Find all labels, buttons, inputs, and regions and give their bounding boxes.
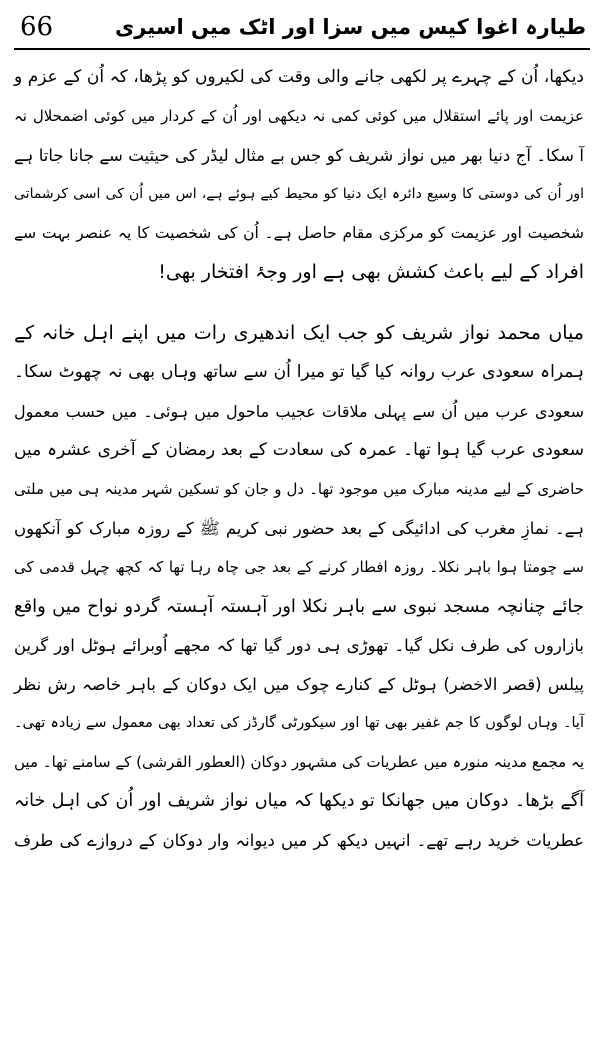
- text-line: آیا۔ وہاں لوگوں کا جم غفیر بھی تھا اور سیکورٹی گارڈز کی تعداد بھی معمول سے زیادہ تھی۔: [14, 715, 584, 731]
- text-line: اور اُن کی دوستی کا وسیع دائرہ ایک دنیا کو محیط کیے ہوئے ہے، اس میں اُن کی اسی کرشماتی: [14, 186, 584, 202]
- text-line: سعودی عرب میں اُن سے پہلی ملاقات عجیب ماحول میں ہوئی۔ میں حسب معمول: [14, 402, 584, 421]
- text-line: سے چومتا ہوا باہر نکلا۔ روزہ افطار کرنے کے بعد جی چاہ رہا تھا کہ کچھ چہل قدمی کی: [14, 558, 584, 576]
- page-number: 66: [20, 12, 54, 42]
- text-line: یہ مجمع مدینہ منورہ میں عطریات کی مشہور دوکان (العطور القرشی) کے سامنے تھا۔ میں: [14, 753, 584, 771]
- paragraph-1: [14, 58, 584, 292]
- text-line: ہے۔ نمازِ مغرب کی ادائیگی کے بعد حضور نبی کریم ﷺ کے روزہ مبارک کو آنکھوں: [14, 519, 584, 538]
- text-line: دیکھا، اُن کے چہرے پر لکھی جانے والی وقت کی لکیروں کو پڑھا، کہ اُن کے عزم و: [14, 67, 584, 87]
- text-line: عزیمت اور پائے استقلال میں کوئی کمی نہ دیکھی اور اُن کے کردار میں کوئی اضمحلال نہ: [14, 107, 584, 125]
- text-line: افراد کے لیے باعث کشش بھی ہے اور وجۂ افتخار بھی!: [158, 261, 584, 283]
- body-text: [14, 58, 584, 860]
- text-line: میاں محمد نواز شریف کو جب ایک اندھیری رات میں اپنے اہل خانہ کے: [14, 322, 584, 344]
- text-line: سعودی عرب گیا ہوا تھا۔ عمرہ کی سعادت کے بعد رمضان کے آخری عشرہ میں: [14, 440, 584, 460]
- paragraph-2: [14, 314, 584, 860]
- page-header: [0, 0, 600, 50]
- text-line: پیلس (قصر الاخضر) ہوٹل کے کنارے چوک میں ایک دوکان کے باہر خاصہ رش نظر: [14, 675, 584, 694]
- header-rule: [14, 48, 590, 50]
- text-line: بازاروں کی طرف نکل گیا۔ تھوڑی ہی دور گیا تھا کہ مجھے اُوبرائے ہوٹل اور گرین: [14, 636, 584, 655]
- text-line: ہمراہ سعودی عرب روانہ کیا گیا تو میرا اُن سے ساتھ وہاں بھی نہ چھوٹ سکا۔: [14, 362, 584, 382]
- text-line: شخصیت اور عزیمت کو مرکزی مقام حاصل ہے۔ اُن کی شخصیت کا یہ عنصر بہت سے: [14, 224, 584, 242]
- running-title: طیارہ اغوا کیس میں سزا اور اٹک میں اسیری: [114, 15, 586, 39]
- text-line: حاضری کے لیے مدینہ مبارک میں موجود تھا۔ دل و جان کو تسکین شہر مدینہ ہی میں ملتی: [14, 480, 584, 498]
- text-line: عطریات خرید رہے تھے۔ انہیں دیکھ کر میں دیوانہ وار دوکان کے دروازے کی طرف: [14, 831, 584, 850]
- text-line: جائے چنانچہ مسجد نبوی سے باہر نکلا اور آہستہ آہستہ گردو نواح میں واقع: [14, 596, 584, 617]
- text-line: آگے بڑھا۔ دوکان میں جھانکا تو دیکھا کہ میاں نواز شریف اور اُن کی اہل خانہ: [14, 791, 584, 811]
- text-line: آ سکا۔ آج دنیا بھر میں نواز شریف کو جس بے مثال لیڈر کی حیثیت سے جانا جاتا ہے: [14, 146, 584, 165]
